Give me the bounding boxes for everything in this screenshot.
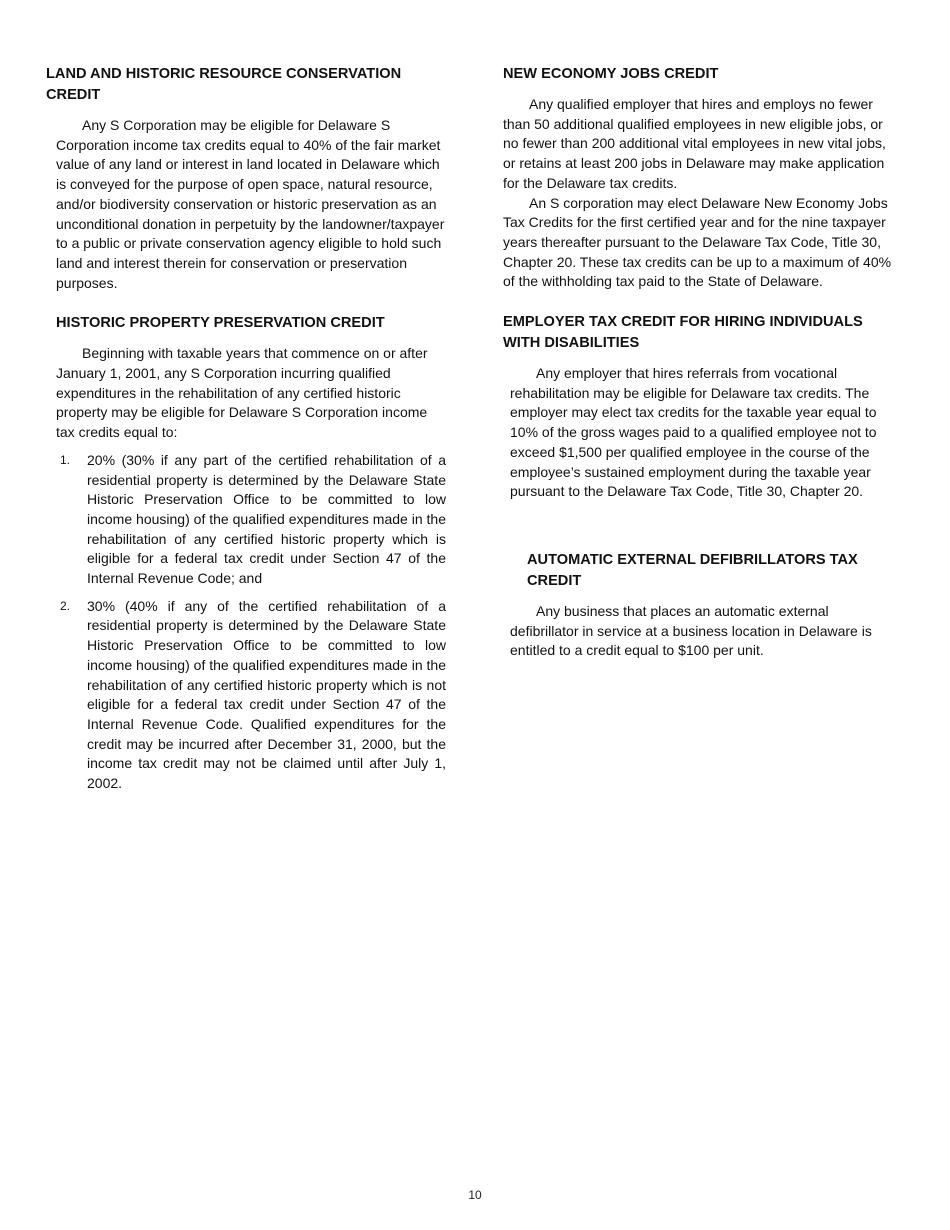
land-conservation-section [46,64,446,293]
list-item-number: 2. [60,598,71,613]
new-economy-jobs-body-2: An S corporation may elect Delaware New Economy Jobs Tax Credits for the first certified year and for the nine taxpayer years thereafter pursuant to the Delaware Tax Code, Title 30, Chapter 20. These tax credits can be up to a maximum of 40% of the withholding tax paid to the State of Delaware. [503,194,892,290]
land-conservation-heading: LAND AND HISTORIC RESOURCE CONSERVATION CREDIT [46,66,402,103]
historic-preservation-heading: HISTORIC PROPERTY PRESERVATION CREDIT [56,315,385,332]
left-column [46,64,446,802]
new-economy-jobs-section [503,64,900,292]
list-item [46,451,446,589]
aed-credit-body: Any business that places an automatic external defibrillator in service at a business location in Delaware is entitled to a credit equal to $100 per unit. [510,602,872,659]
list-item-number: 1. [60,452,71,467]
right-column [503,64,900,661]
aed-credit-section [503,550,900,661]
disabilities-credit-section [503,312,900,502]
historic-preservation-body: Beginning with taxable years that commence on or after January 1, 2001, any S Corporation incurring qualified expenditures in the rehabilitation of any certified historic property may be eligible for Delaware S Corporation income tax credits equal to: [56,345,428,441]
list-item [46,597,446,794]
disabilities-credit-body: Any employer that hires referrals from vocational rehabilitation may be eligible for Delaware tax credits. The employer may elect tax credits for the taxable year equal to 10% of the gross wages paid to a qualified employee not to exceed $1,500 per qualified employee in the course of the employee’s sustained employment during the taxable year pursuant to the Delaware Tax Code, Title 30, Chapter 20. [510,365,877,500]
historic-preservation-section [56,313,446,443]
new-economy-jobs-body-1: Any qualified employer that hires and employs no fewer than 50 additional qualified employees in new eligible jobs, or no fewer than 200 additional vital employees in new vital jobs, or retains at least 200 jobs in Delaware may make application for the Delaware tax credits. [503,96,886,191]
list-item-text: 30% (40% if any of the certified rehabilitation of a residential property is determined by the Delaware State Historic Preservation Office to be committed to low income housing) of the qualified expenditures made in the rehabilitation of any certified historic property which is not eligible for a federal tax credit under Section 47 of the Internal Revenue Code. Qualified expenditures for the credit may be incurred after December 31, 2000, but the income tax credit may not be claimed until after July 1, 2002. [87,597,446,792]
historic-credit-list [46,451,446,794]
land-conservation-body: Any S Corporation may be eligible for Delaware S Corporation income tax credits equal to 40% of the fair market value of any land or interest in land located in Delaware which is conveyed for the purpose of open space, natural resource, and/or biodiversity conservation or historic preservation as an unconditional donation in perpetuity by the landowner/taxpayer to a public or private conservation agency eligible to hold such land and interest therein for conservation or preservation purposes. [56,117,445,291]
list-item-text: 20% (30% if any part of the certified rehabilitation of a residential property is determined by the Delaware State Historic Preservation Office to be committed to low income housing) of the qualified expenditures made in the rehabilitation of any certified historic property which is eligible for a federal tax credit under Section 47 of the Internal Revenue Code; and [87,451,446,587]
page-number: 10 [468,1188,482,1202]
aed-credit-heading: AUTOMATIC EXTERNAL DEFIBRILLATORS TAX CREDIT [527,551,858,589]
disabilities-credit-heading: EMPLOYER TAX CREDIT FOR HIRING INDIVIDUALS WITH DISABILITIES [503,314,863,352]
new-economy-jobs-heading: NEW ECONOMY JOBS CREDIT [503,66,719,82]
